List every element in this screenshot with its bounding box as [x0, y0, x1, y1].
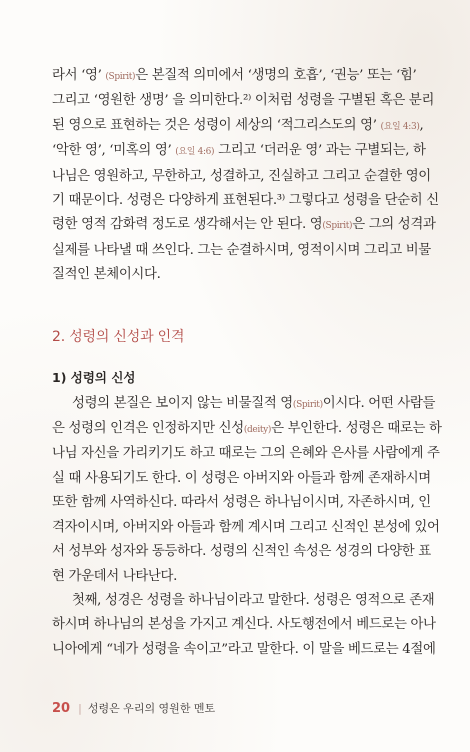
text-line: 또한 함께 사역하신다. 따라서 성령은 하나님이시며, 자존하시며, 인 [52, 495, 431, 511]
body-paragraph-2 [52, 589, 436, 662]
inline-reference: (요일 4:3) [380, 121, 420, 132]
body-paragraph-1 [52, 392, 442, 589]
footer-separator: | [78, 701, 82, 715]
section-heading: 2. 성령의 신성과 인격 [52, 328, 185, 345]
text-line: 현 가운데서 나타난다. [52, 568, 177, 584]
page-number: 20 [52, 700, 71, 716]
text-line: 그리고 ‘영원한 생명’ 을 의미한다.²⁾ 이처럼 성령을 구별된 혹은 분리 [52, 93, 435, 109]
text-line: 나님은 영원하고, 무한하고, 성결하고, 진실하고 그리고 순결한 영이 [52, 168, 431, 184]
book-title: 성령은 우리의 영원한 멘토 [87, 702, 216, 715]
text-line: 실 때 사용되기도 한다. 이 성령은 아버지와 아들과 함께 존재하시며 [52, 470, 431, 486]
text-line: 나님 자신을 가리키기도 하고 때로는 그의 은혜와 은사를 사람에게 주 [52, 446, 440, 462]
inline-reference: (Spirit) [322, 221, 353, 232]
inline-reference: (deity) [243, 425, 272, 436]
text-line: 서 성부와 성자와 동등하다. 성령의 신적인 속성은 성경의 다양한 표 [52, 544, 431, 560]
page-content [52, 64, 442, 662]
text-line: 은 성령의 인격은 인정하지만 신성(deity)은 부인한다. 성령은 때로는 하 [52, 421, 442, 437]
inline-reference: (Spirit) [292, 399, 323, 410]
text-line: 첫째, 성경은 성령을 하나님이라고 말한다. 성령은 영적으로 존재 [72, 592, 435, 608]
sub-heading: 1) 성령의 신성 [52, 369, 136, 385]
inline-reference: (요일 4:6) [175, 147, 215, 158]
text-line: 질적인 본체이시다. [52, 267, 161, 283]
text-line: ‘악한 영’, ‘미혹의 영’ (요일 4:6) 그리고 ‘더러운 영’ 과는 구별되는, 하 [52, 143, 426, 159]
text-line: 라서 ‘영’ (Spirit)은 본질적 의미에서 ‘생명의 호흡’, ‘권능’ 또는 ‘힘’ [52, 68, 417, 83]
inline-reference: (Spirit) [105, 72, 136, 82]
text-line: 격자이시며, 아버지와 아들과 함께 계시며 그리고 신적인 본성에 있어 [52, 519, 440, 535]
text-line: 실제를 나타낼 때 쓰인다. 그는 순결하시며, 영적이시며 그리고 비물 [52, 242, 431, 258]
text-line: 된 영으로 표현하는 것은 성령이 세상의 ‘적그리스도의 영’ (요일 4:3), [52, 117, 424, 133]
text-line: 니아에게 “네가 성령을 속이고”라고 말한다. 이 말을 베드로는 4절에 [52, 641, 436, 657]
text-line: 성령의 본질은 보이지 않는 비물질적 영(Spirit)이시다. 어떤 사람들 [72, 395, 436, 411]
text-line: 령한 영적 감화력 정도로 생각해서는 안 된다. 영(Spirit)은 그의 성격과 [52, 217, 436, 233]
text-line: 하시며 하나님의 본성을 가지고 계신다. 사도행전에서 베드로는 아나 [52, 617, 436, 633]
text-line: 기 때문이다. 성령은 다양하게 표현된다.³⁾ 그렇다고 성령을 단순히 신 [52, 193, 439, 209]
intro-paragraph [52, 64, 439, 288]
page-footer [52, 700, 215, 716]
